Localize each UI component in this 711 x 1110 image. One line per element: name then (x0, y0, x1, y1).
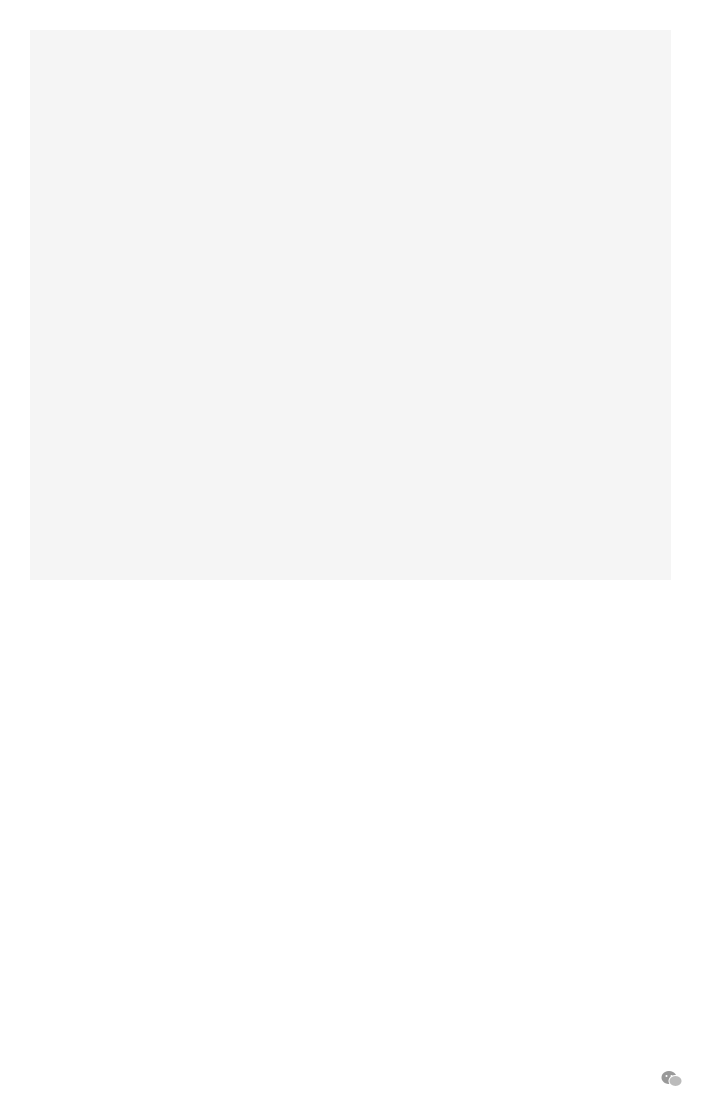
wechat-icon (661, 1070, 683, 1088)
chart-canvas (30, 30, 671, 580)
figure-panel (30, 30, 671, 580)
watermark (661, 1070, 689, 1088)
